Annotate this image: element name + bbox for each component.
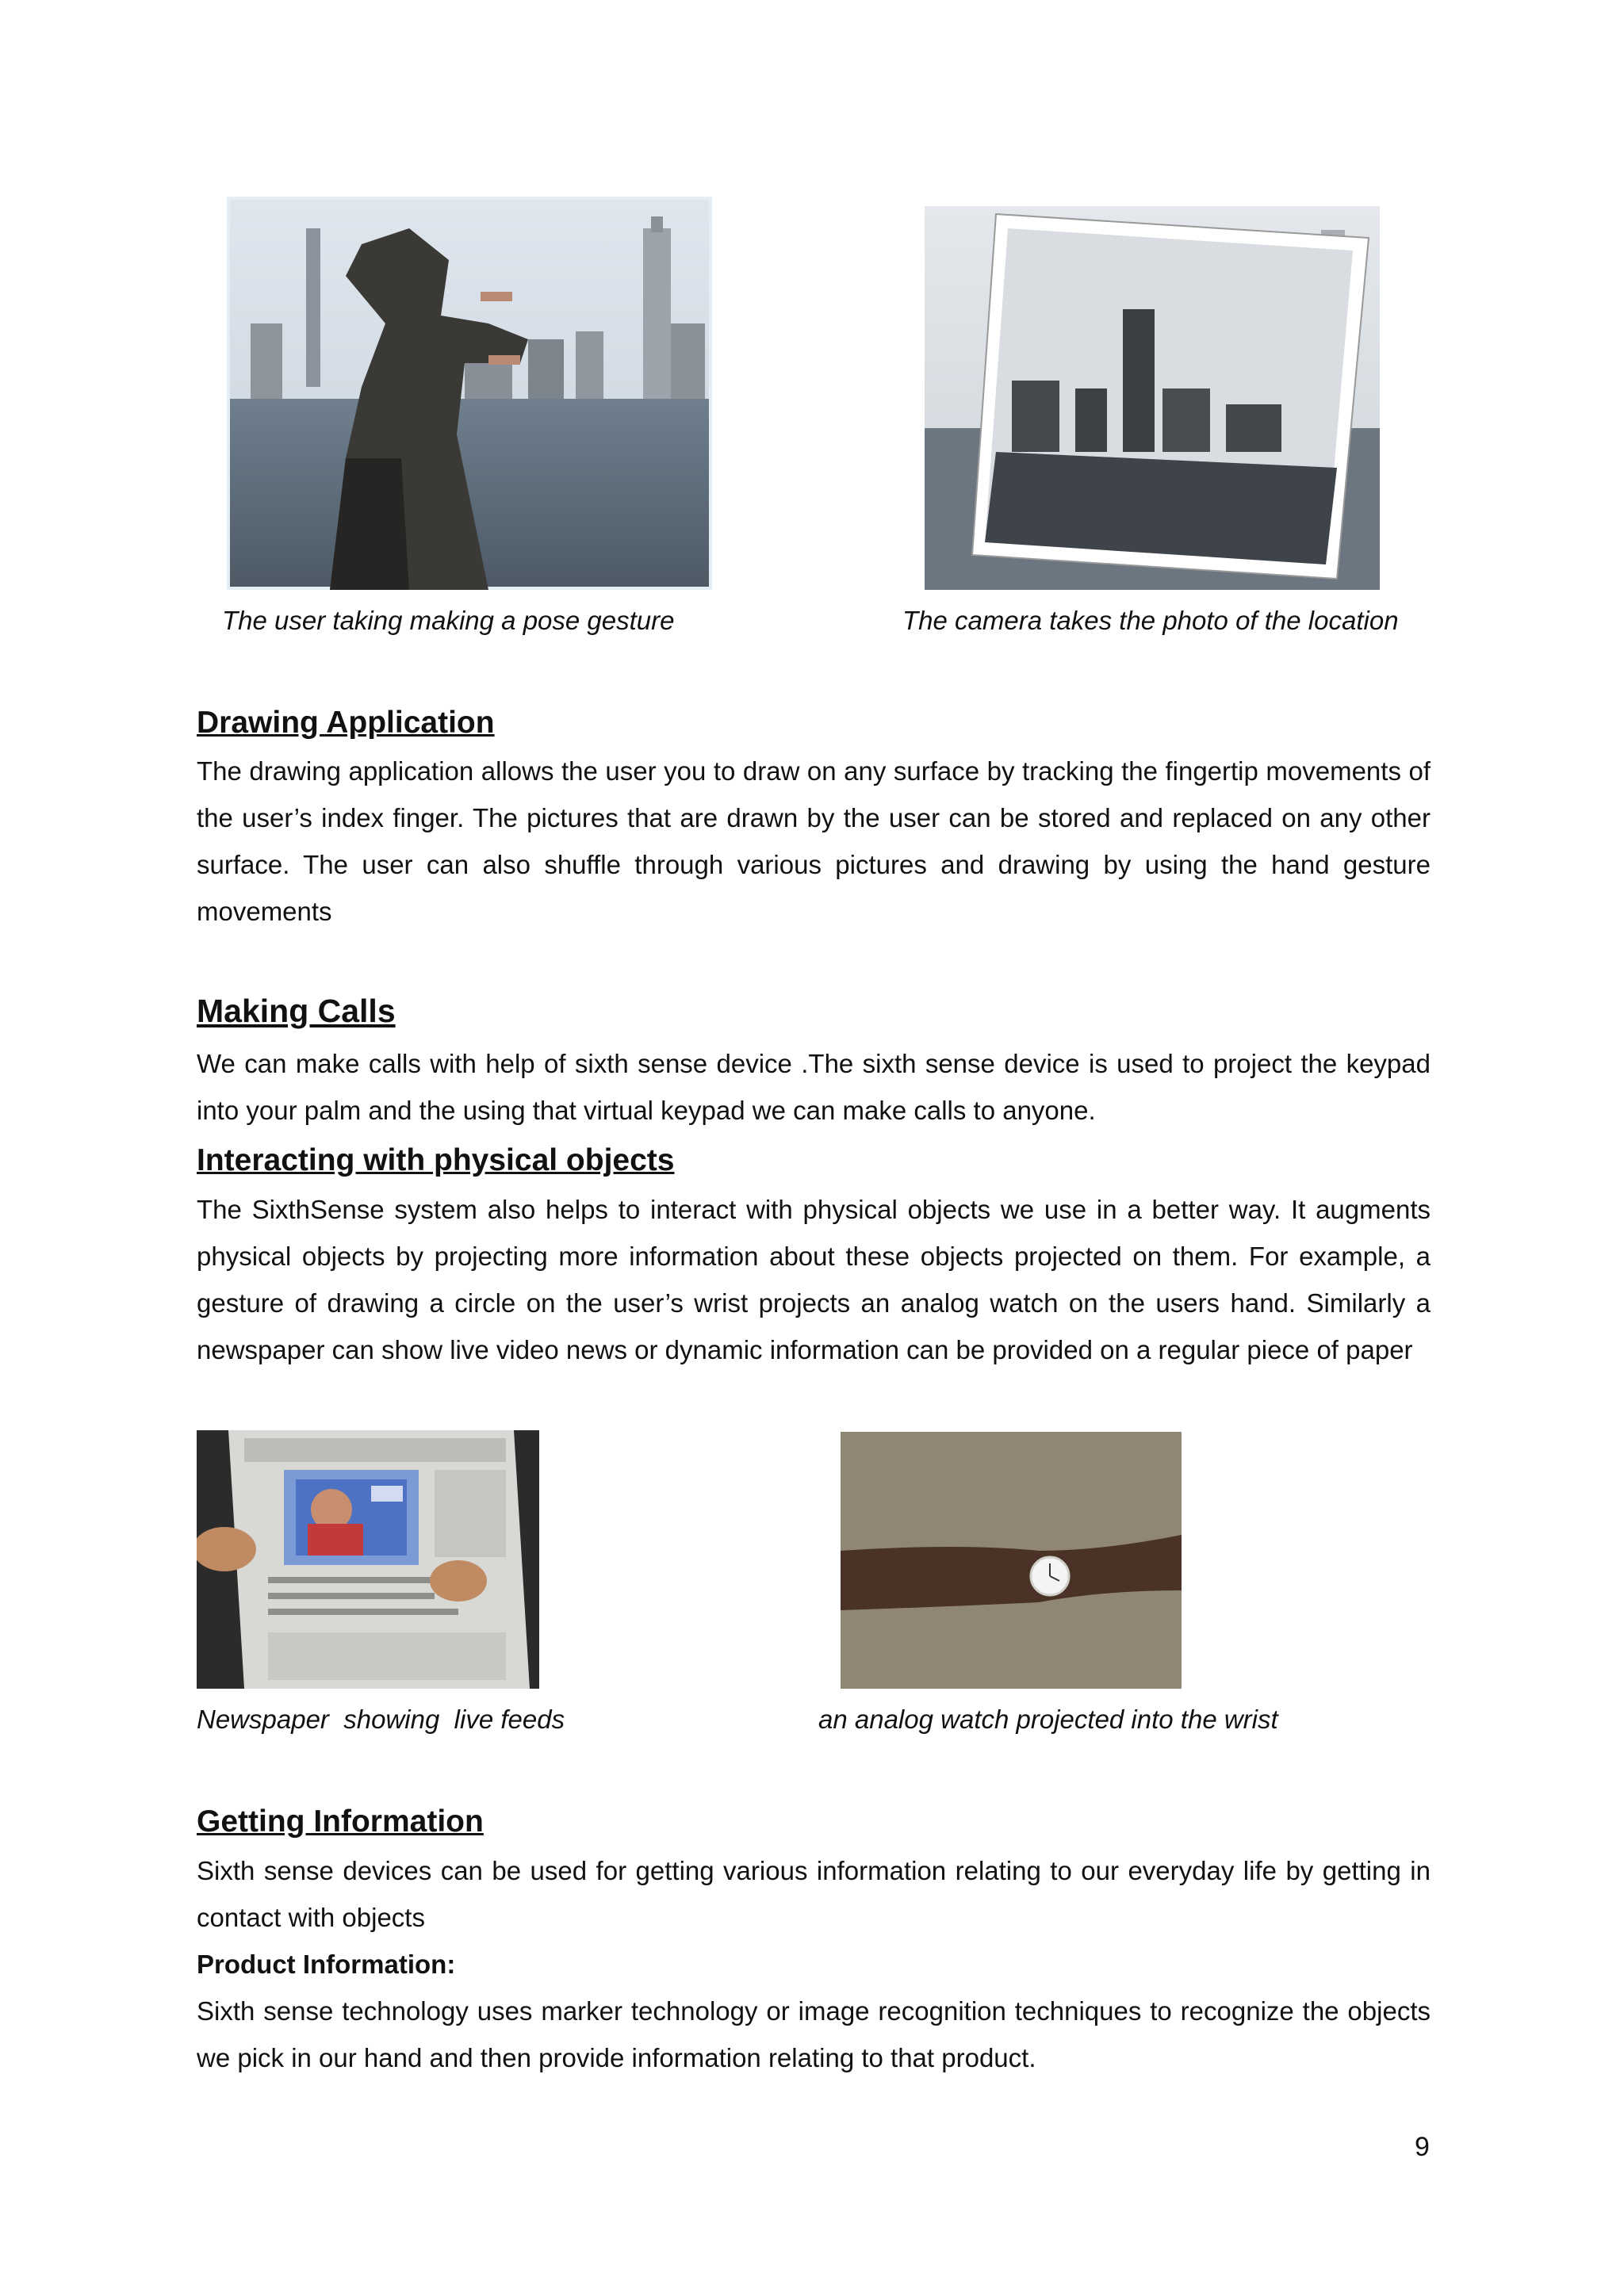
- caption-pose-gesture: The user taking making a pose gesture: [222, 606, 675, 635]
- heading-getting-information: Getting Information: [197, 1804, 484, 1839]
- subheading-product-information: Product Information:: [197, 1950, 456, 1979]
- paragraph-product-information: Sixth sense technology uses marker technology or image recognition techniques to recognize the objects we pick in our hand and then provide information relating to that product.: [197, 1996, 1431, 2072]
- photo-camera-capture: [925, 206, 1380, 590]
- paragraph-drawing-application: The drawing application allows the user you to draw on any surface by tracking the fingertip movements of the user’s index finger. The pictures that are drawn by the user can be stored and replaced on any other surface. The user can also shuffle through various pictures and drawing by using the hand gesture movements: [197, 756, 1431, 926]
- photo-pose-gesture: [227, 197, 712, 590]
- heading-interacting-physical-objects: Interacting with physical objects: [197, 1143, 675, 1177]
- caption-newspaper: Newspaper showing live feeds: [197, 1705, 565, 1734]
- heading-drawing-application: Drawing Application: [197, 706, 495, 740]
- caption-analog-watch: an analog watch projected into the wrist: [818, 1705, 1278, 1734]
- paragraph-interacting-physical-objects: The SixthSense system also helps to interact with physical objects we use in a better way. It augments physical objects by projecting more information about these objects projected on them. For example, a gesture of drawing a circle on the user’s wrist projects an analog watch on the users hand. Similarly a newspaper can show live video news or dynamic information can be provided on a regular piece of paper: [197, 1195, 1431, 1364]
- paragraph-getting-information: Sixth sense devices can be used for getting various information relating to our everyday life by getting in contact with objects: [197, 1856, 1431, 1932]
- photo-analog-watch-wrist: [841, 1432, 1182, 1689]
- caption-camera-photo: The camera takes the photo of the location: [902, 606, 1399, 635]
- page-number: 9: [1415, 2132, 1430, 2162]
- paragraph-making-calls: We can make calls with help of sixth sense device .The sixth sense device is used to project the keypad into your palm and the using that virtual keypad we can make calls to anyone.: [197, 1049, 1431, 1125]
- heading-making-calls: Making Calls: [197, 993, 396, 1029]
- photo-newspaper-live-feed: [197, 1430, 539, 1689]
